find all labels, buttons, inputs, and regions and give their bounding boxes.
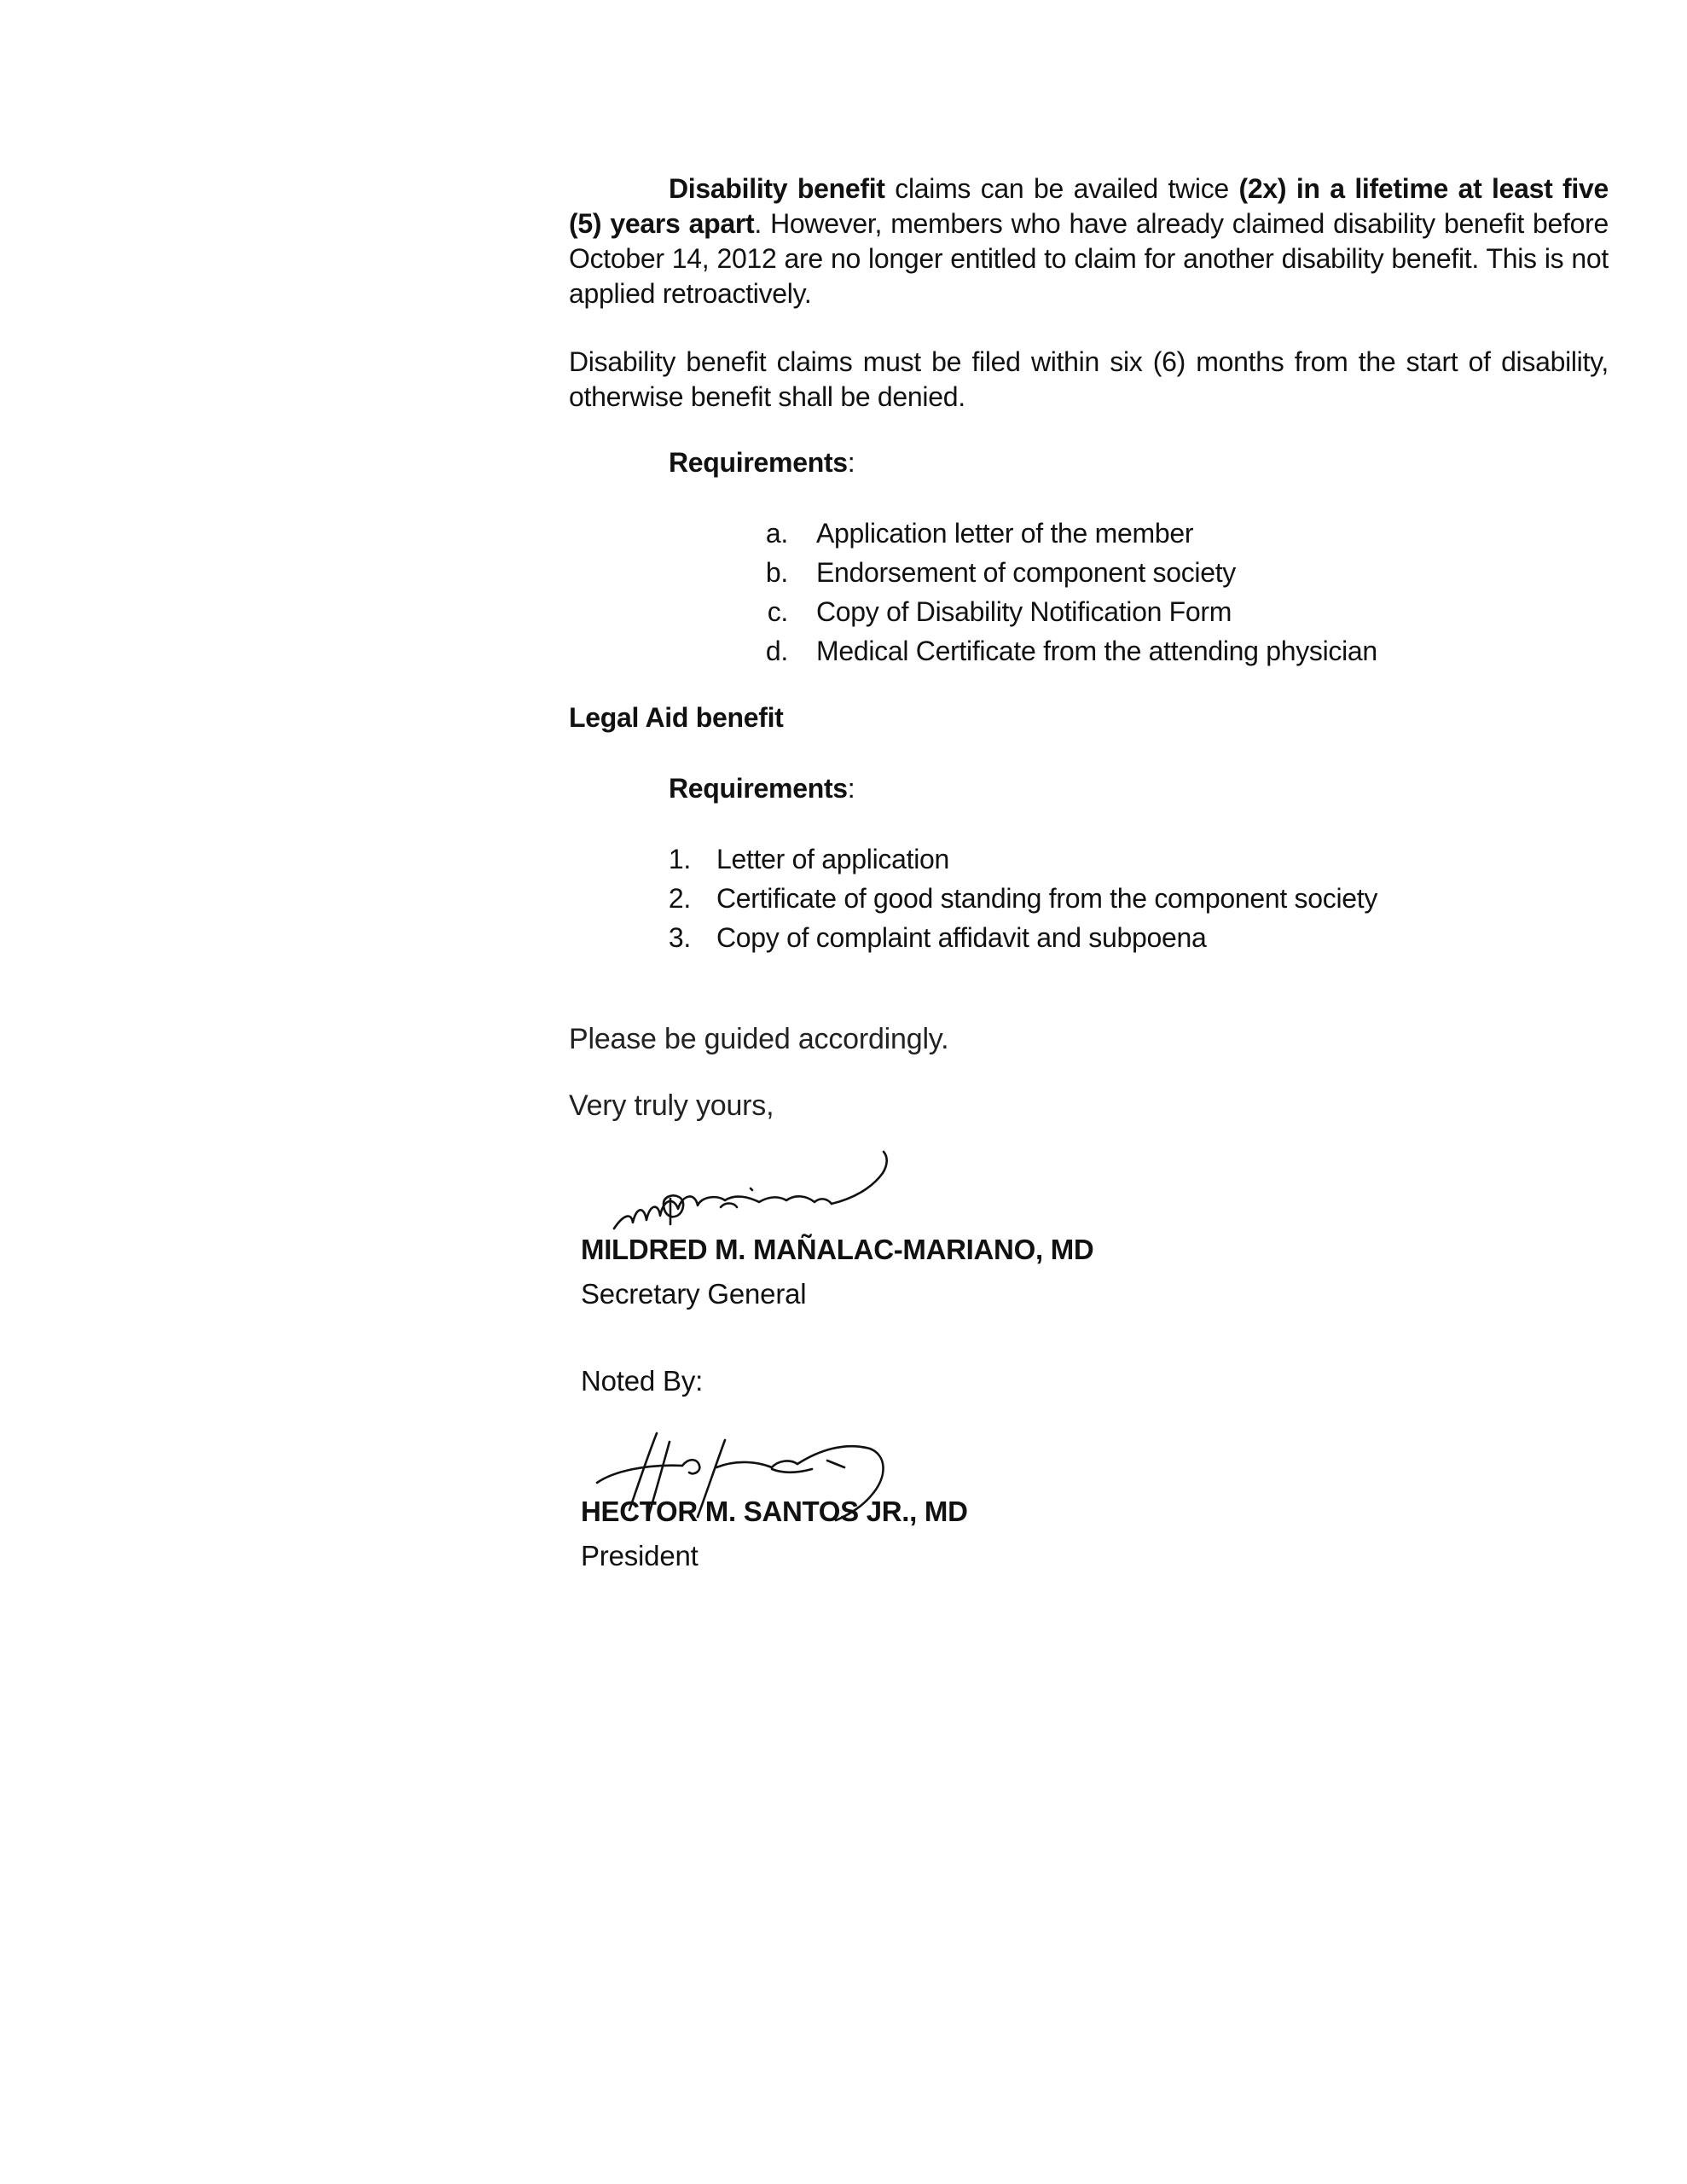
- disability-benefit-bold: Disability benefit: [669, 173, 885, 204]
- disability-requirements-heading: Requirements:: [669, 447, 855, 478]
- signer-1-title: Secretary General: [581, 1278, 807, 1310]
- closing-valediction: Very truly yours,: [569, 1089, 774, 1122]
- signer-2-title: President: [581, 1540, 699, 1571]
- legal-aid-requirements-heading: Requirements:: [669, 773, 855, 804]
- disability-paragraph-2: Disability benefit claims must be filed within six (6) months from the start of disability, otherwise benefit shall be denied.: [569, 346, 1609, 412]
- noted-by-label: Noted By:: [581, 1365, 704, 1397]
- closing-guided: Please be guided accordingly.: [569, 1023, 949, 1055]
- signer-1-name: MILDRED M. MAÑALAC-MARIANO, MD: [581, 1234, 1094, 1265]
- disability-paragraph-1: Disability benefit claims can be availed twice (2x) in a lifetime at least five (5) years apart. However, members who have already claimed disability benefit before October 14, 2012 are no longer entitled to claim for another disability benefit. This is not applied retroactively.: [569, 173, 1609, 309]
- legal-aid-heading: Legal Aid benefit: [569, 702, 784, 733]
- signer-2-name: HECTOR M. SANTOS JR., MD: [581, 1496, 968, 1527]
- lifetime-rule-bold: (2x) in a lifetime at least five (5) years apart: [569, 173, 1609, 239]
- letter-page: Disability benefit claims can be availed twice (2x) in a lifetime at least five (5) years apart. However, members who have already claimed disability benefit before October 14, 2012 are no longer entitled to claim for another disability benefit. This is not applied retroactively. Disability benefit claims must be filed within six (6) months from the start of disability, otherwise benefit shall be denied. Requirements: a. Application letter of the member b. Endorsement of component society c. Copy of Disability Notification Form d. Medical Certificate from the attending physician Legal Aid benefit Requirements: 1. Letter of application 2. Certificate of good standing from the component society 3. Copy of complaint affidavit and subpoena Please be guided accordingly. Very truly yours, MILDRED M. MAÑALAC-MARIANO, MD Secretary General Noted By: HECTOR M. SANTOS JR., MD President: [569, 173, 1609, 1571]
